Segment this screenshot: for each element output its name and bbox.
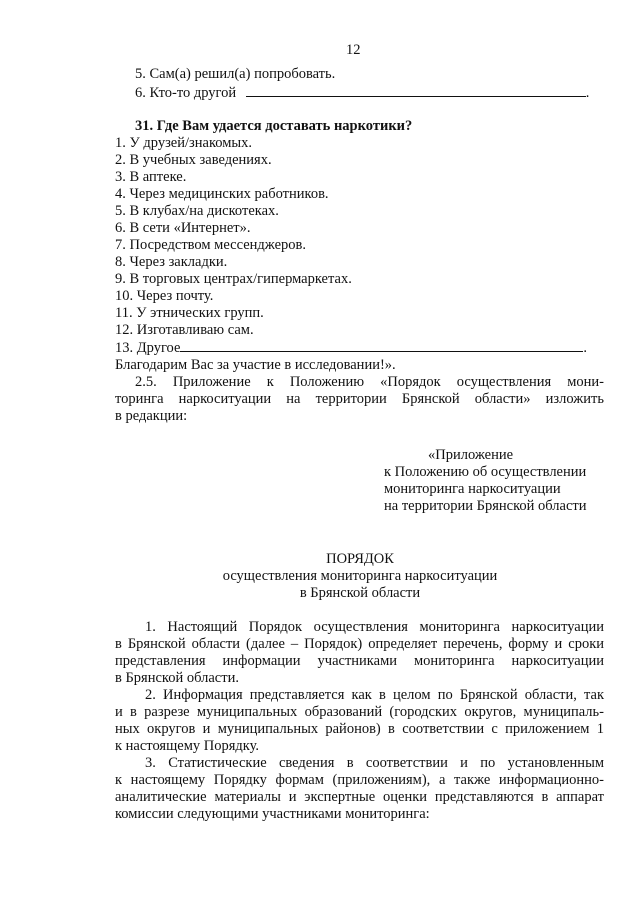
survey-item: 5. Сам(а) решил(а) попробовать. xyxy=(135,66,336,82)
answer-item: 2. В учебных заведениях. xyxy=(115,152,272,168)
order-paragraph-2-line: 2. Информация представляется как в целом по Брянской области, так xyxy=(145,687,604,703)
page-number: 12 xyxy=(346,42,361,58)
survey-question: 31. Где Вам удается доставать наркотики? xyxy=(135,118,413,134)
order-paragraph-2-line: и в разрезе муниципальных образований (городских округов, муниципаль- xyxy=(115,704,604,720)
trailing-dot: . xyxy=(585,85,590,101)
appendix-heading-line: на территории Брянской области xyxy=(384,498,587,514)
answer-item: 10. Через почту. xyxy=(115,288,214,304)
answer-item-label: 13. Другое xyxy=(115,340,181,356)
answer-item: 3. В аптеке. xyxy=(115,169,187,185)
appendix-heading-line: «Приложение xyxy=(428,447,514,463)
answer-item: 7. Посредством мессенджеров. xyxy=(115,237,307,253)
thanks-line: Благодарим Вас за участие в исследовании!». xyxy=(115,357,396,373)
order-paragraph-1-line: представления информации участниками мониторинга наркоситуации xyxy=(115,653,604,669)
order-title: ПОРЯДОК xyxy=(326,551,394,567)
order-paragraph-1-line: в Брянской области (далее – Порядок) определяет перечень, форму и сроки xyxy=(115,636,604,652)
order-paragraph-3-line: комиссии следующими участниками мониторинга: xyxy=(115,806,430,822)
order-paragraph-3-line: 3. Статистические сведения в соответствии и по установленным xyxy=(145,755,604,771)
order-paragraph-2-line: к настоящему Порядку. xyxy=(115,738,260,754)
answer-item-other xyxy=(115,339,587,357)
order-subtitle-line: осуществления мониторинга наркоситуации xyxy=(222,568,498,584)
appendix-heading-line: мониторинга наркоситуации xyxy=(384,481,561,497)
order-subtitle-line: в Брянской области xyxy=(299,585,421,601)
answer-item: 12. Изготавливаю сам. xyxy=(115,322,254,338)
answer-item: 9. В торговых центрах/гипермаркетах. xyxy=(115,271,352,287)
answer-item: 8. Через закладки. xyxy=(115,254,228,270)
trailing-dot: . xyxy=(583,340,588,356)
answer-item: 4. Через медицинских работников. xyxy=(115,186,329,202)
appendix-heading-line: к Положению об осуществлении xyxy=(384,464,587,480)
survey-item-other xyxy=(135,84,589,102)
answer-item: 6. В сети «Интернет». xyxy=(115,220,251,236)
fill-in-line xyxy=(180,339,583,352)
order-paragraph-3-line: аналитические материалы и экспертные оценки представляются в аппарат xyxy=(115,789,604,805)
order-paragraph-2-line: ных округов и муниципальных районов) в соответствии с приложением 1 xyxy=(115,721,604,737)
order-paragraph-1-line: в Брянской области. xyxy=(115,670,239,686)
order-paragraph-1-line: 1. Настоящий Порядок осуществления мониторинга наркоситуации xyxy=(145,619,604,635)
order-paragraph-3-line: к настоящему Порядку формам (приложениям), а также информационно- xyxy=(115,772,604,788)
survey-item-label: 6. Кто-то другой xyxy=(135,85,237,101)
clause-2-5-line: в редакции: xyxy=(115,408,188,424)
answer-item: 11. У этнических групп. xyxy=(115,305,264,321)
fill-in-line xyxy=(246,84,586,97)
answer-item: 1. У друзей/знакомых. xyxy=(115,135,253,151)
clause-2-5-line: 2.5. Приложение к Положению «Порядок осуществления мони- xyxy=(135,374,604,390)
clause-2-5-line: торинга наркоситуации на территории Брянской области» изложить xyxy=(115,391,604,407)
answer-item: 5. В клубах/на дискотеках. xyxy=(115,203,279,219)
